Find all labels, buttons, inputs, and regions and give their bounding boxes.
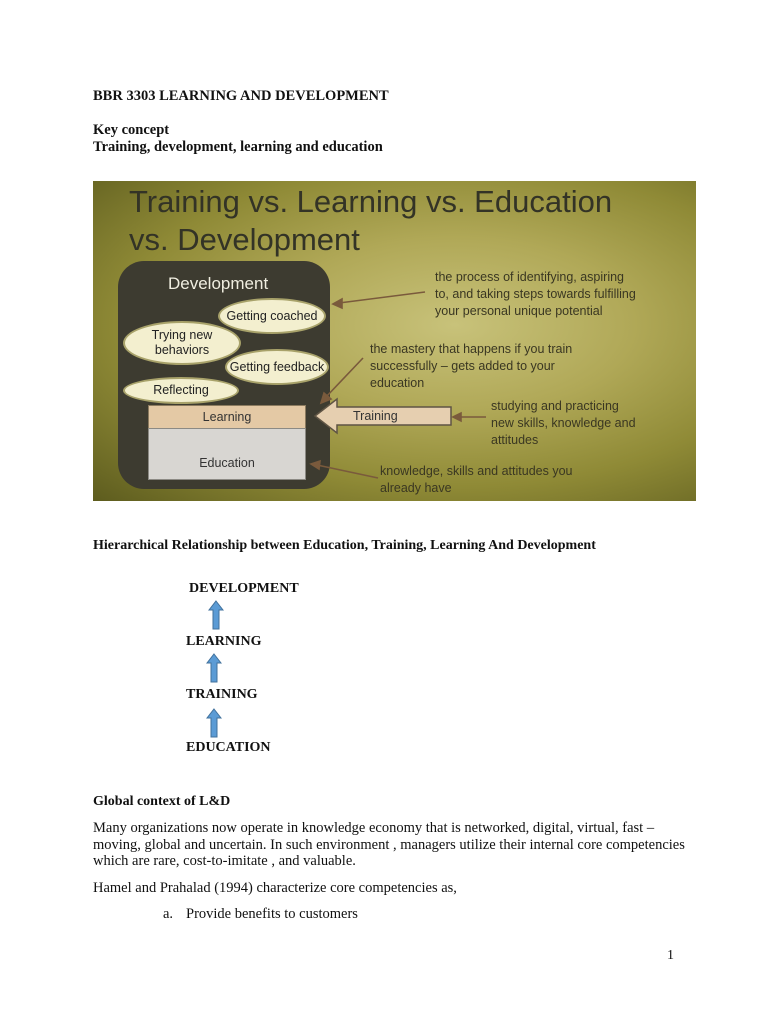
- bubble-getting-coached: Getting coached: [218, 298, 326, 334]
- page-number: 1: [667, 948, 674, 963]
- comparison-slide: [93, 181, 696, 501]
- core-competencies-intro: Hamel and Prahalad (1994) characterize core competencies as,: [93, 880, 457, 896]
- bubble-getting-feedback: Getting feedback: [225, 349, 329, 385]
- note-education: knowledge, skills and attitudes you already have: [380, 464, 573, 495]
- development-label: Development: [168, 274, 269, 293]
- key-concept-label: Key concept: [93, 122, 170, 138]
- global-context-heading: Global context of L&D: [93, 794, 231, 809]
- level-learning: LEARNING: [186, 634, 262, 649]
- education-box: Education: [148, 428, 306, 480]
- global-context-paragraph: Many organizations now operate in knowledge economy that is networked, digital, virtual, fast –moving, global and uncertain. In such environment , managers utilize their internal core competencies which are rare, cost-to-imitate , and valuable.: [93, 820, 685, 869]
- bubble-trying-new-behaviors: Trying new behaviors: [123, 321, 241, 365]
- hierarchy-heading: Hierarchical Relationship between Education, Training, Learning And Development: [93, 538, 596, 553]
- list-marker: a.: [163, 906, 174, 922]
- key-concept-text: Training, development, learning and education: [93, 139, 383, 155]
- level-education: EDUCATION: [186, 740, 271, 755]
- note-development: the process of identifying, aspiring to, and taking steps towards fulfilling your personal unique potential: [435, 270, 636, 318]
- up-arrow-icon: [208, 600, 224, 630]
- bubble-reflecting: Reflecting: [123, 377, 239, 404]
- note-learning: the mastery that happens if you train successfully – gets added to your education: [370, 342, 573, 390]
- up-arrow-icon: [206, 708, 222, 738]
- course-title: BBR 3303 LEARNING AND DEVELOPMENT: [93, 88, 389, 104]
- slide-title-line-1: Training vs. Learning vs. Education: [129, 184, 613, 219]
- up-arrow-icon: [206, 653, 222, 683]
- slide-title-line-2: vs. Development: [129, 222, 360, 257]
- list-item: Provide benefits to customers: [186, 906, 358, 922]
- training-label: Training: [353, 409, 398, 423]
- note-training: studying and practicing new skills, knowledge and attitudes: [491, 399, 636, 447]
- level-development: DEVELOPMENT: [189, 581, 299, 596]
- level-training: TRAINING: [186, 687, 258, 702]
- learning-bar: Learning: [148, 405, 306, 429]
